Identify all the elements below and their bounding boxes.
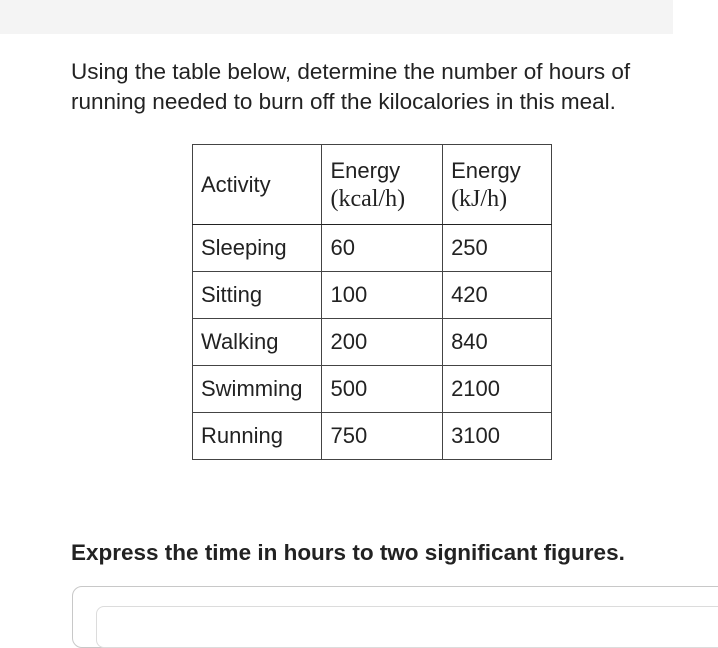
- table-row: [193, 319, 552, 366]
- table-row: [193, 272, 552, 319]
- header-activity-label: Activity: [201, 171, 271, 197]
- cell-kcal: 200: [322, 319, 443, 366]
- cell-kcal: 60: [322, 225, 443, 272]
- cell-activity: Sleeping: [193, 225, 322, 272]
- answer-instruction: Express the time in hours to two significant figures.: [71, 540, 625, 565]
- cell-activity: Swimming: [193, 366, 322, 413]
- energy-table: [192, 144, 552, 460]
- cell-kj: 840: [443, 319, 552, 366]
- cell-activity: Running: [193, 413, 322, 460]
- header-energy-kcal-unit: (kcal/h): [330, 185, 406, 212]
- header-energy-kj-label: Energy: [451, 157, 521, 183]
- cell-kj: 420: [443, 272, 552, 319]
- cell-activity: Walking: [193, 319, 322, 366]
- cell-kcal: 100: [322, 272, 443, 319]
- cell-kj: 250: [443, 225, 552, 272]
- cell-activity: Sitting: [193, 272, 322, 319]
- answer-input[interactable]: [96, 606, 718, 648]
- cell-kj: 2100: [443, 366, 552, 413]
- cell-kj: 3100: [443, 413, 552, 460]
- header-activity: [193, 145, 322, 225]
- top-bar: [0, 0, 673, 34]
- table-header-row: [193, 145, 552, 225]
- header-energy-kcal-label: Energy: [330, 157, 401, 183]
- question-text: Using the table below, determine the number of hours of running needed to burn off the kilocalories in this meal.: [71, 59, 631, 114]
- cell-kcal: 750: [322, 413, 443, 460]
- table-row: [193, 225, 552, 272]
- cell-kcal: 500: [322, 366, 443, 413]
- table-row: [193, 366, 552, 413]
- header-energy-kcal: [322, 145, 443, 225]
- header-energy-kj-unit: (kJ/h): [451, 185, 508, 212]
- table-row: [193, 413, 552, 460]
- header-energy-kj: [443, 145, 552, 225]
